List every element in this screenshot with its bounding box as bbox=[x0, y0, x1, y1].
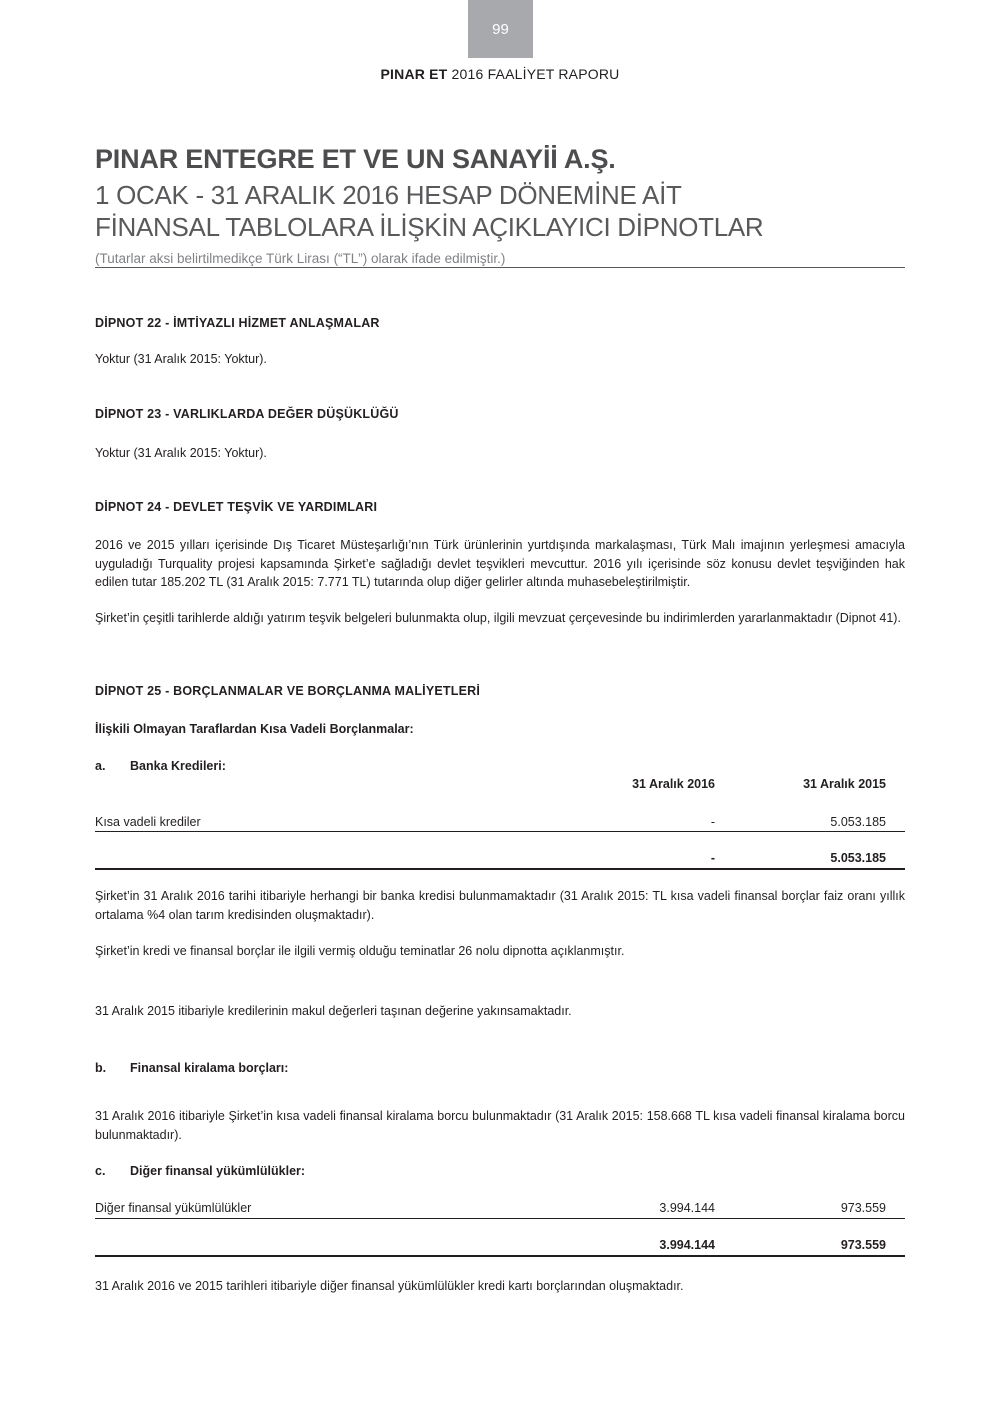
item-a-paragraph-3: 31 Aralık 2015 itibariyle kredilerinin makul değerleri taşınan değerine yakınsamaktadır. bbox=[95, 1004, 572, 1018]
item-a-paragraph-1: Şirket’in 31 Aralık 2016 tarihi itibariyle herhangi bir banka kredisi bulunmamaktadır (31 Aralık 2015: TL kısa vadeli finansal borçlar faiz oranı yıllık ortalama %4 olan tarım kredisinden oluşmaktadır). bbox=[95, 889, 905, 922]
item-a-paragraph-2: Şirket’in kredi ve finansal borçlar ile ilgili vermiş olduğu teminatlar 26 nolu dipnotta açıklanmıştır. bbox=[95, 944, 625, 958]
item-c-letter: c. bbox=[95, 1164, 106, 1178]
table-row-label: Kısa vadeli krediler bbox=[95, 815, 201, 829]
item-b-title: Finansal kiralama borçları: bbox=[130, 1061, 289, 1075]
notes-title: FİNANSAL TABLOLARA İLİŞKİN AÇIKLAYICI DİPNOTLAR bbox=[95, 212, 764, 242]
table-divider bbox=[95, 831, 905, 832]
note-25-heading: DİPNOT 25 - BORÇLANMALAR VE BORÇLANMA MALİYETLERİ bbox=[95, 684, 481, 698]
report-brand: PINAR ET bbox=[380, 66, 448, 82]
company-title: PINAR ENTEGRE ET VE UN SANAYİİ A.Ş. bbox=[95, 144, 616, 174]
table-row-2015-value: 5.053.185 bbox=[830, 815, 886, 829]
page-number: 99 bbox=[468, 0, 533, 58]
table-total-2016: 3.994.144 bbox=[659, 1238, 715, 1252]
table-total-divider bbox=[95, 868, 905, 870]
item-c-title: Diğer finansal yükümlülükler: bbox=[130, 1164, 306, 1178]
item-b-paragraph: 31 Aralık 2016 itibariyle Şirket’in kısa vadeli finansal kiralama borcu bulunmaktadır (31 Aralık 2015: 158.668 TL kısa vadeli finansal kiralama borcu bulunmaktadır). bbox=[95, 1109, 905, 1142]
currency-note: (Tutarlar aksi belirtilmedikçe Türk Lirası (“TL”) olarak ifade edilmiştir.) bbox=[95, 251, 506, 266]
item-b-letter: b. bbox=[95, 1061, 107, 1075]
column-header-2015: 31 Aralık 2015 bbox=[803, 777, 886, 791]
table-total-2015: 973.559 bbox=[840, 1238, 886, 1252]
item-a-title: Banka Kredileri: bbox=[130, 759, 226, 773]
note-24-heading: DİPNOT 24 - DEVLET TEŞVİK VE YARDIMLARI bbox=[95, 500, 378, 514]
note-22-text: Yoktur (31 Aralık 2015: Yoktur). bbox=[95, 352, 267, 366]
table-row-2015-value: 973.559 bbox=[840, 1201, 886, 1215]
table-row-2016-value: - bbox=[710, 815, 715, 829]
table-total-2015: 5.053.185 bbox=[830, 851, 886, 865]
note-24-paragraph-1: 2016 ve 2015 yılları içerisinde Dış Ticaret Müsteşarlığı’nın Türk ürünlerinin yurtdışında markalaşması, Türk Malı imajının yerleşmesi amacıyla uyguladığı Turquality projesi kapsamında Şirket’e sağladığı devlet teşvikleri mevcuttur. 2016 yılı içerisinde söz konusu devlet teşviğinden hak edilen tutar 185.202 TL (31 Aralık 2015: 7.771 TL) tutarında olup diğer gelirler altında muhasebeleştirilmiştir. bbox=[95, 538, 905, 589]
table-row-label: Diğer finansal yükümlülükler bbox=[95, 1201, 252, 1215]
table-total-divider bbox=[95, 1255, 905, 1257]
report-name: 2016 FAALİYET RAPORU bbox=[451, 66, 620, 82]
report-header bbox=[0, 66, 1000, 82]
table-row-2016-value: 3.994.144 bbox=[659, 1201, 715, 1215]
note-24-paragraph-2: Şirket’in çeşitli tarihlerde aldığı yatırım teşvik belgeleri bulunmakta olup, ilgili mevzuat çerçevesinde bu indirimlerden yararlanmaktadır (Dipnot 41). bbox=[95, 611, 901, 625]
note-23-text: Yoktur (31 Aralık 2015: Yoktur). bbox=[95, 446, 267, 460]
header-divider bbox=[95, 267, 905, 268]
table-total-2016: - bbox=[710, 851, 715, 865]
note-23-heading: DİPNOT 23 - VARLIKLARDA DEĞER DÜŞÜKLÜĞÜ bbox=[95, 407, 399, 421]
note-25-subheading: İlişkili Olmayan Taraflardan Kısa Vadeli Borçlanmalar: bbox=[95, 722, 414, 736]
item-c-paragraph: 31 Aralık 2016 ve 2015 tarihleri itibariyle diğer finansal yükümlülükler kredi kartı borçlarından oluşmaktadır. bbox=[95, 1279, 684, 1293]
note-22-heading: DİPNOT 22 - İMTİYAZLI HİZMET ANLAŞMALAR bbox=[95, 316, 380, 330]
item-a-letter: a. bbox=[95, 759, 106, 773]
column-header-2016: 31 Aralık 2016 bbox=[632, 777, 715, 791]
table-divider bbox=[95, 1218, 905, 1219]
period-title: 1 OCAK - 31 ARALIK 2016 HESAP DÖNEMİNE AİT bbox=[95, 180, 682, 210]
